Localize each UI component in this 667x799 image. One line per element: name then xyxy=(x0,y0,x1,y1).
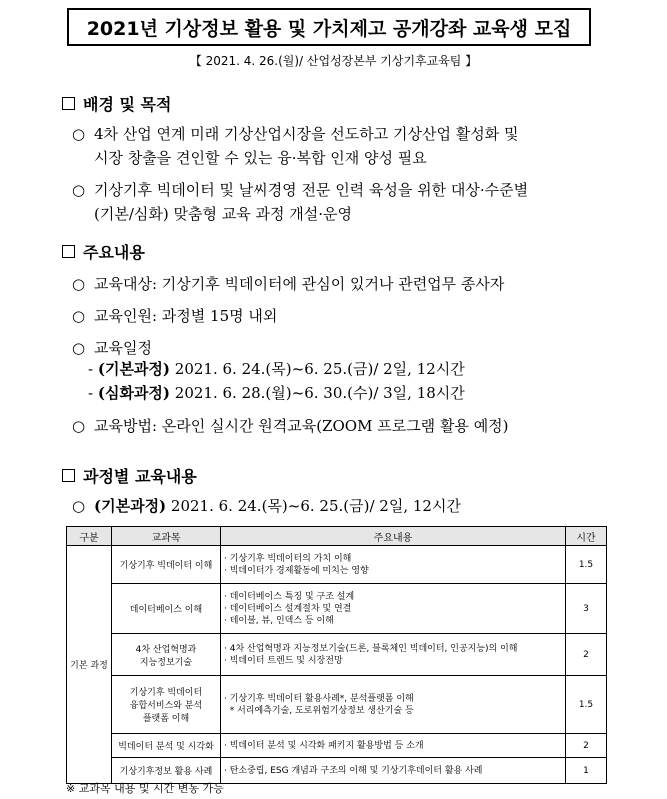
subject-cell: 데이터베이스 이해 xyxy=(112,584,221,634)
subject-cell: 빅데이터 분석 및 시각화 xyxy=(112,734,221,758)
schedule-basic: - (기본과정) 2021. 6. 24.(목)~6. 25.(금)/ 2일, 12시간 xyxy=(88,360,465,378)
footnote: ※ 교과목 내용 및 시간 변동 가능 xyxy=(66,782,224,795)
table-header: 시간 xyxy=(566,527,607,546)
course-basic-heading: ○ (기본과정) 2021. 6. 24.(목)~6. 25.(금)/ 2일, 12시간 xyxy=(72,497,461,515)
content-cell: · 탄소중립, ESG 개념과 구조의 이해 및 기상기후데이터 활용 사례 xyxy=(221,758,566,784)
content-cell: · 4차 산업혁명과 지능정보기술(드론, 블록체인 빅데이터, 인공지능)의 이해 · 빅데이터 트렌드 및 시장전망 xyxy=(221,634,566,676)
document-subtitle: 【 2021. 4. 26.(월)/ 산업성장본부 기상기후교육팀 】 xyxy=(189,54,478,68)
hours-cell: 2 xyxy=(566,634,607,676)
group-cell: 기본 과정 xyxy=(67,546,112,784)
hours-cell: 1 xyxy=(566,758,607,784)
content-cell: · 빅데이터 분석 및 시각화 패키지 활용방법 등 소개 xyxy=(221,734,566,758)
hours-cell: 1.5 xyxy=(566,676,607,734)
document-title: 2021년 기상정보 활용 및 가치제고 공개강좌 교육생 모집 xyxy=(67,8,591,46)
background-item-1: ○ 4차 산업 연계 미래 기상산업시장을 선도하고 기상산업 활성화 및 시장 창출을 견인할 수 있는 융·복합 인재 양성 필요 xyxy=(72,125,519,167)
content-cell: · 기상기후 빅데이터 활용사례*, 분석플랫폼 이해 * 서리예측기술, 도로위험기상정보 생산기술 등 xyxy=(221,676,566,734)
content-cell: · 데이터베이스 특징 및 구조 설계 · 데이터베이스 설계절차 및 연결 · 테이블, 뷰, 인덱스 등 이해 xyxy=(221,584,566,634)
main-schedule: ○ 교육일정 xyxy=(72,339,152,357)
table-row xyxy=(67,546,607,584)
subject-cell: 기상기후 빅데이터 융합서비스와 분석 플랫폼 이해 xyxy=(112,676,221,734)
table-header: 구분 xyxy=(67,527,112,546)
table-header: 교과목 xyxy=(112,527,221,546)
square-bullet-icon xyxy=(62,97,75,110)
main-method: ○ 교육방법: 온라인 실시간 원격교육(ZOOM 프로그램 활용 예정) xyxy=(72,417,509,435)
hours-cell: 2 xyxy=(566,734,607,758)
square-bullet-icon xyxy=(62,245,75,258)
hours-cell: 1.5 xyxy=(566,546,607,584)
table-header: 주요내용 xyxy=(221,527,566,546)
subject-cell: 4차 산업혁명과 지능정보기술 xyxy=(112,634,221,676)
table-row xyxy=(67,734,607,758)
hours-cell: 3 xyxy=(566,584,607,634)
square-bullet-icon xyxy=(62,469,75,482)
section-course-heading: 과정별 교육내용 xyxy=(62,464,197,487)
section-background-heading: 배경 및 목적 xyxy=(62,92,171,115)
table-row xyxy=(67,634,607,676)
section-main-heading: 주요내용 xyxy=(62,240,145,263)
subject-cell: 기상기후 빅데이터 이해 xyxy=(112,546,221,584)
main-target: ○ 교육대상: 기상기후 빅데이터에 관심이 있거나 관련업무 종사자 xyxy=(72,275,505,293)
table-row xyxy=(67,676,607,734)
content-cell: · 기상기후 빅데이터의 가치 이해 · 빅데이터가 경제활동에 미치는 영향 xyxy=(221,546,566,584)
subject-cell: 기상기후정보 활용 사례 xyxy=(112,758,221,784)
schedule-advanced: - (심화과정) 2021. 6. 28.(월)~6. 30.(수)/ 3일, 18시간 xyxy=(88,384,465,402)
table-row xyxy=(67,584,607,634)
background-item-2: ○ 기상기후 빅데이터 및 날씨경영 전문 인력 육성을 위한 대상·수준별 (기본/심화) 맞춤형 교육 과정 개설·운영 xyxy=(72,181,529,223)
course-table xyxy=(66,526,607,784)
main-count: ○ 교육인원: 과정별 15명 내외 xyxy=(72,307,278,325)
